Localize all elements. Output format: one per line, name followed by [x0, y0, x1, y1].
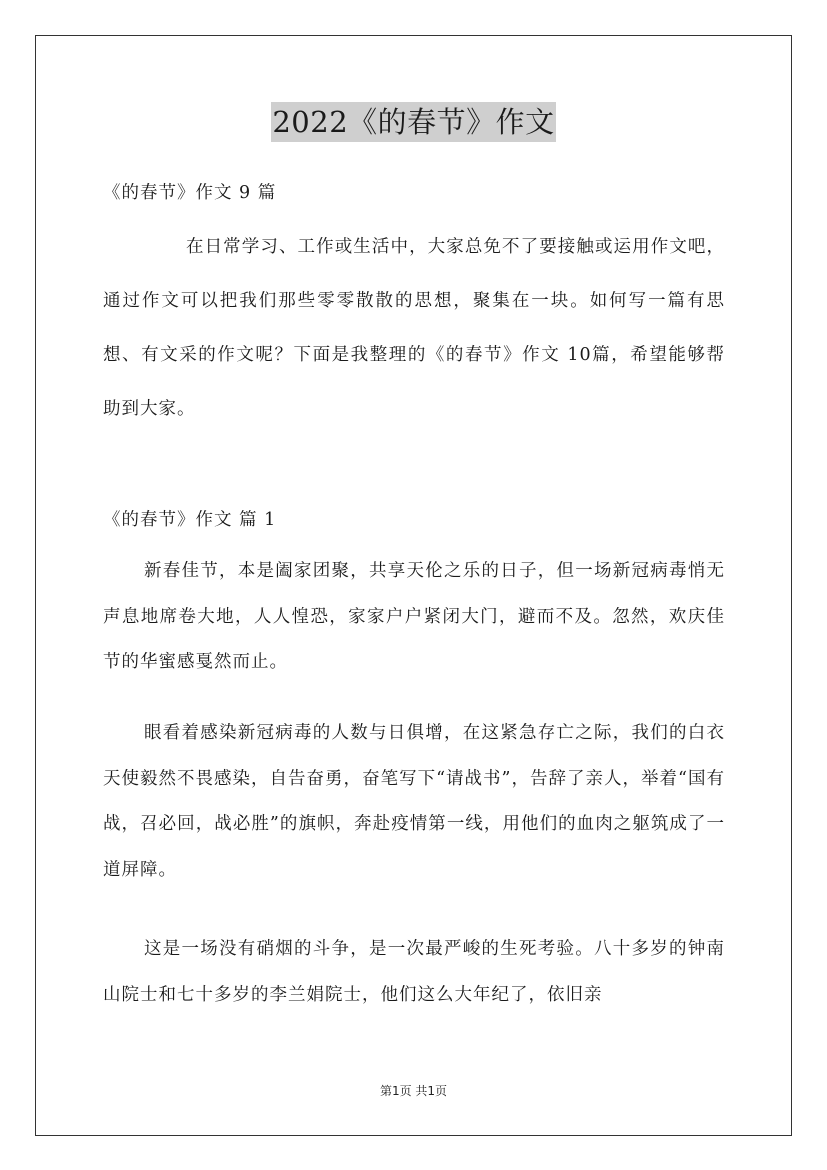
document-title: 2022《的春节》作文	[271, 102, 555, 142]
title-wrapper	[0, 102, 827, 142]
body-paragraph-3: 这是一场没有硝烟的斗争，是一次最严峻的生死考验。八十多岁的钟南山院士和七十多岁的李兰娟院士，他们这么大年纪了，依旧亲	[103, 939, 725, 1005]
body-paragraph-1: 新春佳节，本是阖家团聚，共享天伦之乐的日子，但一场新冠病毒悄无声息地席卷大地，人人惶恐，家家户户紧闭大门，避而不及。忽然，欢庆佳节的华蜜感戛然而止。	[103, 561, 725, 672]
collection-subheading: 《的春节》作文 9 篇	[103, 183, 277, 203]
section-heading: 《的春节》作文 篇 1	[103, 510, 277, 530]
page-footer: 第1页 共1页	[379, 1084, 448, 1098]
intro-paragraph: 在日常学习、工作或生活中，大家总免不了要接触或运用作文吧，通过作文可以把我们那些零零散散的思想，聚集在一块。如何写一篇有思想、有文采的作文呢？下面是我整理的《的春节》作文 10篇，希望能够帮助到大家。	[103, 237, 725, 419]
body-paragraph-2: 眼看着感染新冠病毒的人数与日俱增，在这紧急存亡之际，我们的白衣天使毅然不畏感染，自告奋勇，奋笔写下“请战书”，告辞了亲人，举着“国有战，召必回，战必胜”的旗帜，奔赴疫情第一线，用他们的血肉之躯筑成了一道屏障。	[103, 723, 725, 880]
